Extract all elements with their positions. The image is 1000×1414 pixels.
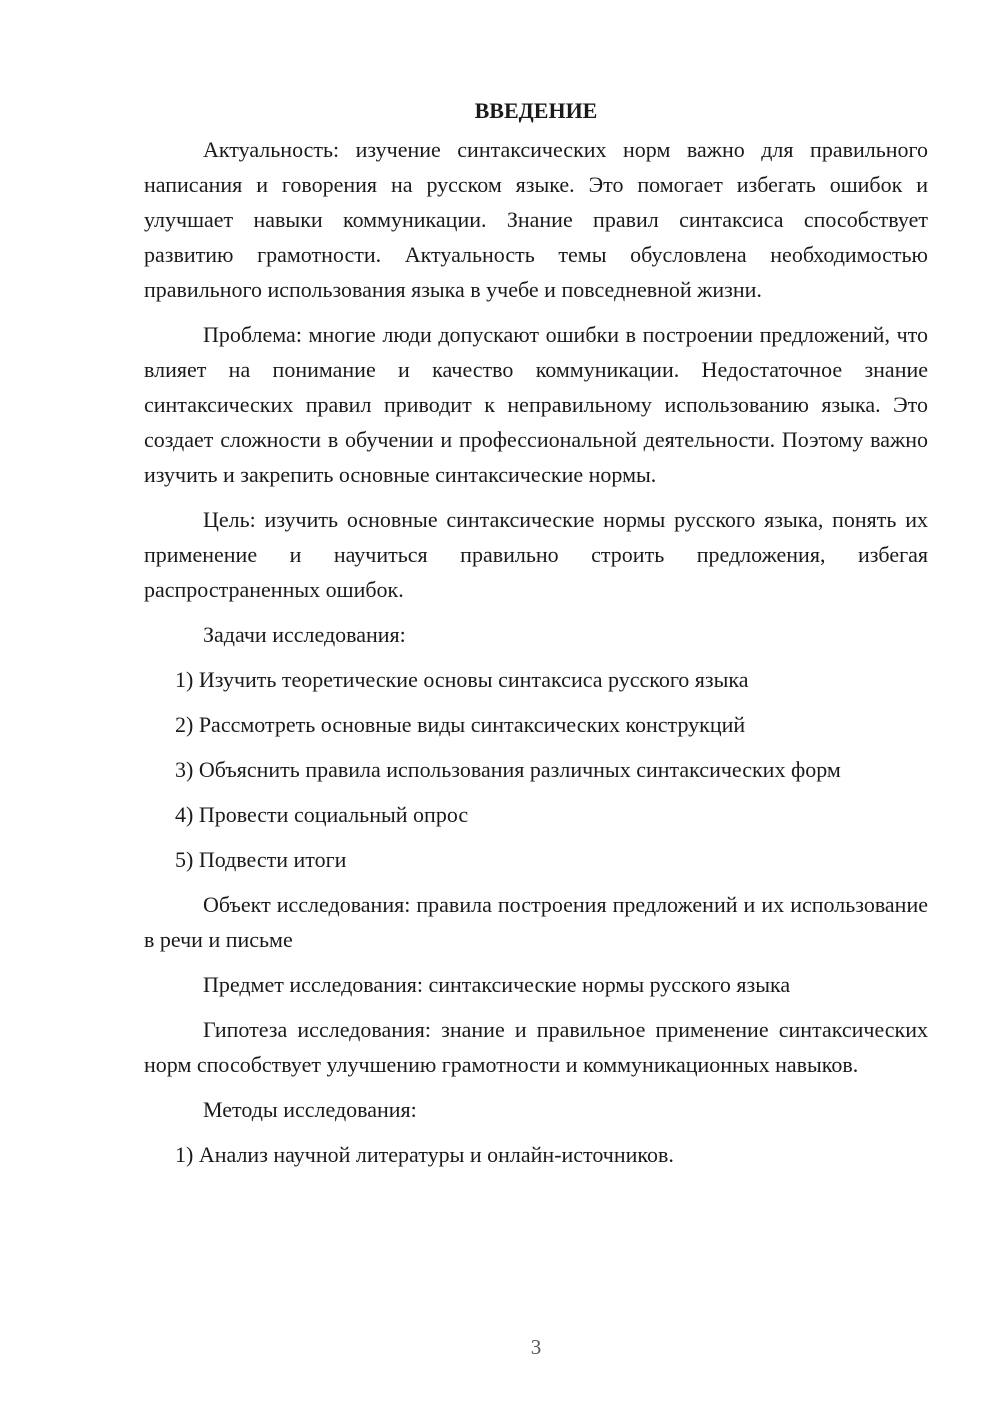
methods-list <box>144 1137 928 1172</box>
problem-paragraph: Проблема: многие люди допускают ошибки в построении предложений, что влияет на понимание и качество коммуникации. Недостаточное знание синтаксических правил приводит к неправильному использованию языка. Это создает сложности в обучении и профессиональной деятельности. Поэтому важно изучить и закрепить основные синтаксические нормы. <box>144 322 928 487</box>
goal-paragraph: Цель: изучить основные синтаксические нормы русского языка, понять их применение и научиться правильно строить предложения, избегая распространенных ошибок. <box>144 507 928 602</box>
task-item: 1) Изучить теоретические основы синтаксиса русского языка <box>175 667 749 692</box>
page-content <box>144 92 928 1182</box>
tasks-list <box>144 662 928 877</box>
relevance-paragraph: Актуальность: изучение синтаксических норм важно для правильного написания и говорения на русском языке. Это помогает избегать ошибок и улучшает навыки коммуникации. Знание правил синтаксиса способствует развитию грамотности. Актуальность темы обусловлена необходимостью правильного использования языка в учебе и повседневной жизни. <box>144 137 928 302</box>
subject-paragraph: Предмет исследования: синтаксические нормы русского языка <box>203 972 791 997</box>
tasks-heading: Задачи исследования: <box>203 622 406 647</box>
task-item: 2) Рассмотреть основные виды синтаксических конструкций <box>175 712 746 737</box>
method-item: 1) Анализ научной литературы и онлайн-источников. <box>175 1142 674 1167</box>
task-item: 5) Подвести итоги <box>175 847 347 872</box>
methods-heading: Методы исследования: <box>203 1097 417 1122</box>
page-title: ВВЕДЕНИЕ <box>474 98 598 123</box>
task-item: 3) Объяснить правила использования различных синтаксических форм <box>175 757 841 782</box>
hypothesis-paragraph: Гипотеза исследования: знание и правильное применение синтаксических норм способствует улучшению грамотности и коммуникационных навыков. <box>144 1017 928 1077</box>
page-number: 3 <box>530 1335 542 1359</box>
task-item: 4) Провести социальный опрос <box>175 802 469 827</box>
object-paragraph: Объект исследования: правила построения предложений и их использование в речи и письме <box>144 892 928 952</box>
